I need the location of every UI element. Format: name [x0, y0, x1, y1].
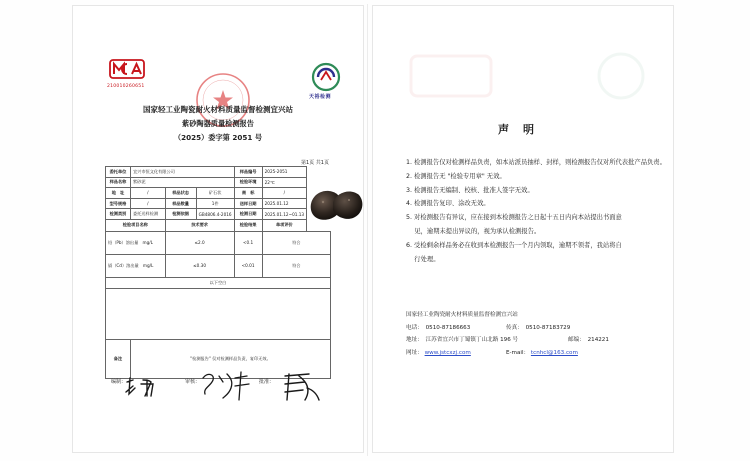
table-row [106, 277, 331, 288]
postcode: 邮编： 214221 [568, 337, 609, 344]
row-requirement: ≤0.30 [165, 254, 234, 277]
cma-logo-icon [109, 59, 145, 79]
table-row [106, 188, 331, 199]
table-row [106, 231, 331, 254]
client-value: 宜兴市恒文化有限公司 [130, 167, 234, 178]
page-info: 第1页 共1页 [301, 160, 329, 166]
list-item: 行处理。 [406, 255, 440, 263]
note-value: "检测报告" 仅对检测样品负责，复印无效。 [130, 339, 330, 378]
approver-signature [279, 370, 323, 404]
blank-marker: 以下空白 [106, 277, 331, 288]
test-item-value: 委托送样检测 [130, 209, 165, 220]
qty-label: 样品数量 [165, 198, 196, 209]
logo-text: 天裕检测 [309, 94, 332, 100]
preparer-label: 编制： [111, 379, 127, 385]
header-item: 检验项目名称 [106, 219, 166, 231]
sample-name-label: 样品名称 [106, 177, 131, 188]
email-label: E-mail： [506, 349, 530, 356]
list-item: 3. 检测报告无编制、校核、批准人签字无效。 [406, 186, 534, 194]
basis-label: 检测依据 [165, 209, 196, 220]
page-fold [367, 4, 368, 456]
brand-label: 商 标 [234, 188, 262, 199]
statement-list [406, 156, 668, 266]
header-evaluation: 单项评价 [262, 219, 306, 231]
preparer-signature [123, 374, 173, 402]
table-row [106, 209, 331, 220]
state-label: 样品状态 [165, 188, 196, 199]
report-number: （2025）委字第 2051 号 [173, 133, 263, 142]
table-row [106, 198, 331, 209]
phone-fax-row [406, 322, 668, 335]
email-link[interactable]: tcnhcl@163.com [530, 349, 578, 356]
state-value: 矿石状 [196, 188, 234, 199]
row-result: <0.01 [234, 254, 262, 277]
row-result: <0.1 [234, 231, 262, 254]
list-item: 1. 检测报告仅对检测样品负责，如本站派员抽样、封样，则检测报告仅对所代表批产品负责。 [406, 159, 666, 166]
client-label: 委托单位 [106, 167, 131, 178]
note-label: 备注 [106, 339, 131, 378]
temp-label: 检验环境 [234, 177, 262, 188]
header-requirement: 技术要求 [165, 219, 234, 231]
temp-value: 22℃ [262, 177, 306, 188]
report-title: 国家轻工业陶瓷耐火材料质量监督检测宜兴站 [143, 105, 293, 114]
table-row [106, 177, 331, 188]
cma-number: 210010260651 [107, 84, 145, 89]
qty-value: 1件 [196, 198, 234, 209]
sample-no-value: 2025-2051 [262, 167, 306, 178]
report-table [105, 166, 331, 379]
auditor-label: 审核： [185, 379, 201, 385]
header-result: 检验结果 [234, 219, 262, 231]
table-row [106, 288, 331, 339]
blank-area [106, 288, 331, 339]
basis-value: GB4806.4-2016 [196, 209, 234, 220]
report-subtitle: 紫砂陶器质量检测报告 [182, 119, 254, 128]
test-date-value: 2025.01.12~01.13 [262, 209, 306, 220]
list-item: 4. 检测报告复印、涂改无效。 [406, 200, 490, 208]
model-label: 型号规格 [106, 198, 131, 209]
watermark-icon [391, 46, 691, 106]
brand-value: / [262, 188, 306, 199]
report-page [73, 6, 363, 452]
address: 地址： 江苏省宜兴市丁蜀镇丁山北路 196 号 [406, 337, 519, 344]
statement-page [373, 6, 673, 452]
row-item: 镉（Cd）溶出量 mg/L [106, 254, 166, 277]
phone: 电话： 0510-87186663 [406, 324, 471, 331]
list-item: 5. 对检测报告有异议，应在接到本检测报告之日起十五日内向本站提出书面意 [406, 214, 622, 222]
approver-label: 批准： [259, 379, 275, 385]
list-item: 见，逾期未提出异议的，视为承认检测报告。 [406, 227, 541, 235]
contact-block [406, 309, 668, 359]
row-requirement: ≤2.0 [165, 231, 234, 254]
sample-no-label: 样品编号 [234, 167, 262, 178]
website-link[interactable]: www.jstcxzj.com [424, 349, 471, 356]
web-email-row [406, 347, 668, 360]
list-item: 6. 受检剩余样品务必在收到本检测报告一个月内领取，逾期不领者，我站将自 [406, 241, 622, 249]
test-date-label: 检测日期 [234, 209, 262, 220]
send-date-label: 送样日期 [234, 198, 262, 209]
send-date-value: 2025.01.12 [262, 198, 306, 209]
table-row [106, 254, 331, 277]
statement-title: 声明 [498, 123, 548, 136]
list-item: 2. 检测报告无 "检验专用章" 无效。 [406, 172, 506, 180]
address-postcode-row [406, 334, 668, 347]
table-header-row [106, 219, 331, 231]
fax: 传真： 0510-87183729 [506, 324, 571, 331]
model-value: / [130, 198, 165, 209]
table-row [106, 167, 331, 178]
auditor-signature [197, 368, 253, 404]
sample-photo [305, 182, 365, 226]
website-label: 网址： [406, 349, 423, 356]
test-item-label: 检测类别 [106, 209, 131, 220]
email-group [506, 347, 578, 360]
row-item: 铅（Pb）溶出量 mg/L [106, 231, 166, 254]
row-evaluation: 符合 [262, 254, 330, 277]
sample-name-value: 紫砂泥 [130, 177, 234, 188]
row-evaluation: 符合 [262, 231, 330, 254]
address-value: / [130, 188, 165, 199]
station-name: 国家轻工业陶瓷耐火材料质量监督检测宜兴站 [406, 312, 518, 318]
tianyu-logo-icon [311, 62, 341, 92]
address-label: 地 址 [106, 188, 131, 199]
